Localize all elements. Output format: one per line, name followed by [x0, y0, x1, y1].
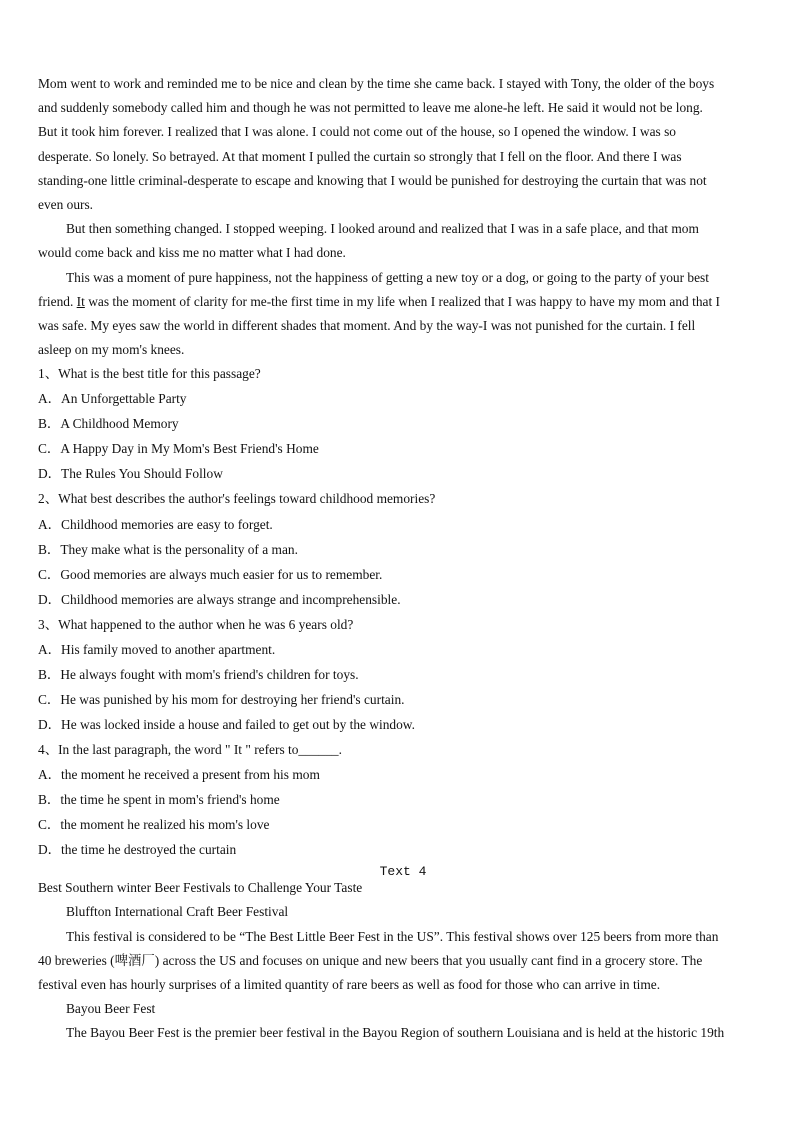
- text-line: This festival is considered to be “The Best Little Beer Fest in the US”. This festival shows over 125 beers from more than: [66, 928, 719, 944]
- answer-option[interactable]: B．the time he spent in mom's friend's home: [38, 792, 280, 808]
- text-line: Mom went to work and reminded me to be nice and clean by the time she came back. I stayed with Tony, the older of the boys: [38, 76, 715, 91]
- subheading: Bluffton International Craft Beer Festival: [66, 904, 289, 920]
- section-title: Best Southern winter Beer Festivals to Challenge Your Taste: [38, 880, 363, 896]
- underlined-word: It: [76, 293, 85, 309]
- text-line: But then something changed. I stopped weeping. I looked around and realized that I was in a safe place, and that mom: [66, 221, 699, 237]
- answer-option[interactable]: B．They make what is the personality of a man.: [38, 541, 298, 557]
- text-line: even ours.: [38, 196, 94, 212]
- answer-option[interactable]: A．the moment he received a present from his mom: [38, 767, 320, 782]
- question-stem: 3、What happened to the author when he was 6 years old?: [38, 616, 354, 632]
- text-line: But it took him forever. I realized that I was alone. I could not come out of the house, so I opened the window. I was so: [38, 124, 677, 140]
- answer-option[interactable]: D．The Rules You Should Follow: [38, 466, 223, 482]
- text: was the moment of clarity for me-the first time in my life when I realized that I was happy to have my mom and that I: [84, 293, 720, 309]
- subheading: Bayou Beer Fest: [66, 1001, 156, 1017]
- answer-option[interactable]: A．His family moved to another apartment.: [38, 641, 276, 657]
- paragraph-3: [38, 269, 768, 366]
- text-line: was safe. My eyes saw the world in different shades that moment. And by the way-I was not punished for the curtain. I fell: [38, 317, 696, 333]
- text-line: desperate. So lonely. So betrayed. At that moment I pulled the curtain so strongly that I fell on the floor. And there I was: [38, 148, 682, 164]
- answer-option[interactable]: B．He always fought with mom's friend's children for toys.: [38, 666, 359, 682]
- questions: [38, 365, 768, 866]
- answer-option[interactable]: A．Childhood memories are easy to forget.: [38, 516, 273, 532]
- question-stem: 1、What is the best title for this passage?: [38, 366, 261, 382]
- text-line: and suddenly somebody called him and though he was not permitted to leave me alone-he left. He said it would not be long.: [38, 100, 703, 116]
- answer-option[interactable]: A．An Unforgettable Party: [38, 391, 187, 407]
- question-stem: 2、What best describes the author's feelings toward childhood memories?: [38, 491, 436, 507]
- text-line: 40 breweries (啤酒厂) across the US and focuses on unique and new beers that you usually cant find in a grocery store. The: [38, 952, 703, 968]
- text-line: asleep on my mom's knees.: [38, 342, 185, 358]
- section-label: Text 4: [379, 864, 427, 880]
- text: friend.: [38, 293, 77, 309]
- answer-option[interactable]: B．A Childhood Memory: [38, 416, 179, 432]
- paragraph-2: [38, 220, 768, 268]
- answer-option[interactable]: D．Childhood memories are always strange and incomprehensible.: [38, 591, 401, 607]
- answer-option[interactable]: D．the time he destroyed the curtain: [38, 842, 237, 858]
- text-line: The Bayou Beer Fest is the premier beer festival in the Bayou Region of southern Louisiana and is held at the historic 19th: [66, 1025, 725, 1041]
- answer-option[interactable]: C．He was punished by his mom for destroying her friend's curtain.: [38, 691, 405, 707]
- paragraph-1: [38, 75, 768, 220]
- answer-option[interactable]: C．Good memories are always much easier for us to remember.: [38, 566, 383, 582]
- text-line: festival even has hourly surprises of a limited quantity of rare beers as well as food for those who can arrive in time.: [38, 976, 661, 992]
- text-line: standing-one little criminal-desperate to escape and knowing that I would be punished for destroying the curtain that was not: [38, 172, 707, 188]
- text-line: [38, 293, 768, 317]
- question-stem: 4、In the last paragraph, the word " It " refers to______.: [38, 741, 342, 757]
- answer-option[interactable]: C．the moment he realized his mom's love: [38, 817, 270, 833]
- answer-option[interactable]: C．A Happy Day in My Mom's Best Friend's Home: [38, 441, 319, 457]
- answer-option[interactable]: D．He was locked inside a house and failed to get out by the window.: [38, 716, 415, 732]
- text-line: would come back and kiss me no matter what I had done.: [38, 245, 346, 261]
- document-page: [38, 75, 768, 1049]
- text-line: This was a moment of pure happiness, not the happiness of getting a new toy or a dog, or going to the party of your best: [66, 269, 709, 285]
